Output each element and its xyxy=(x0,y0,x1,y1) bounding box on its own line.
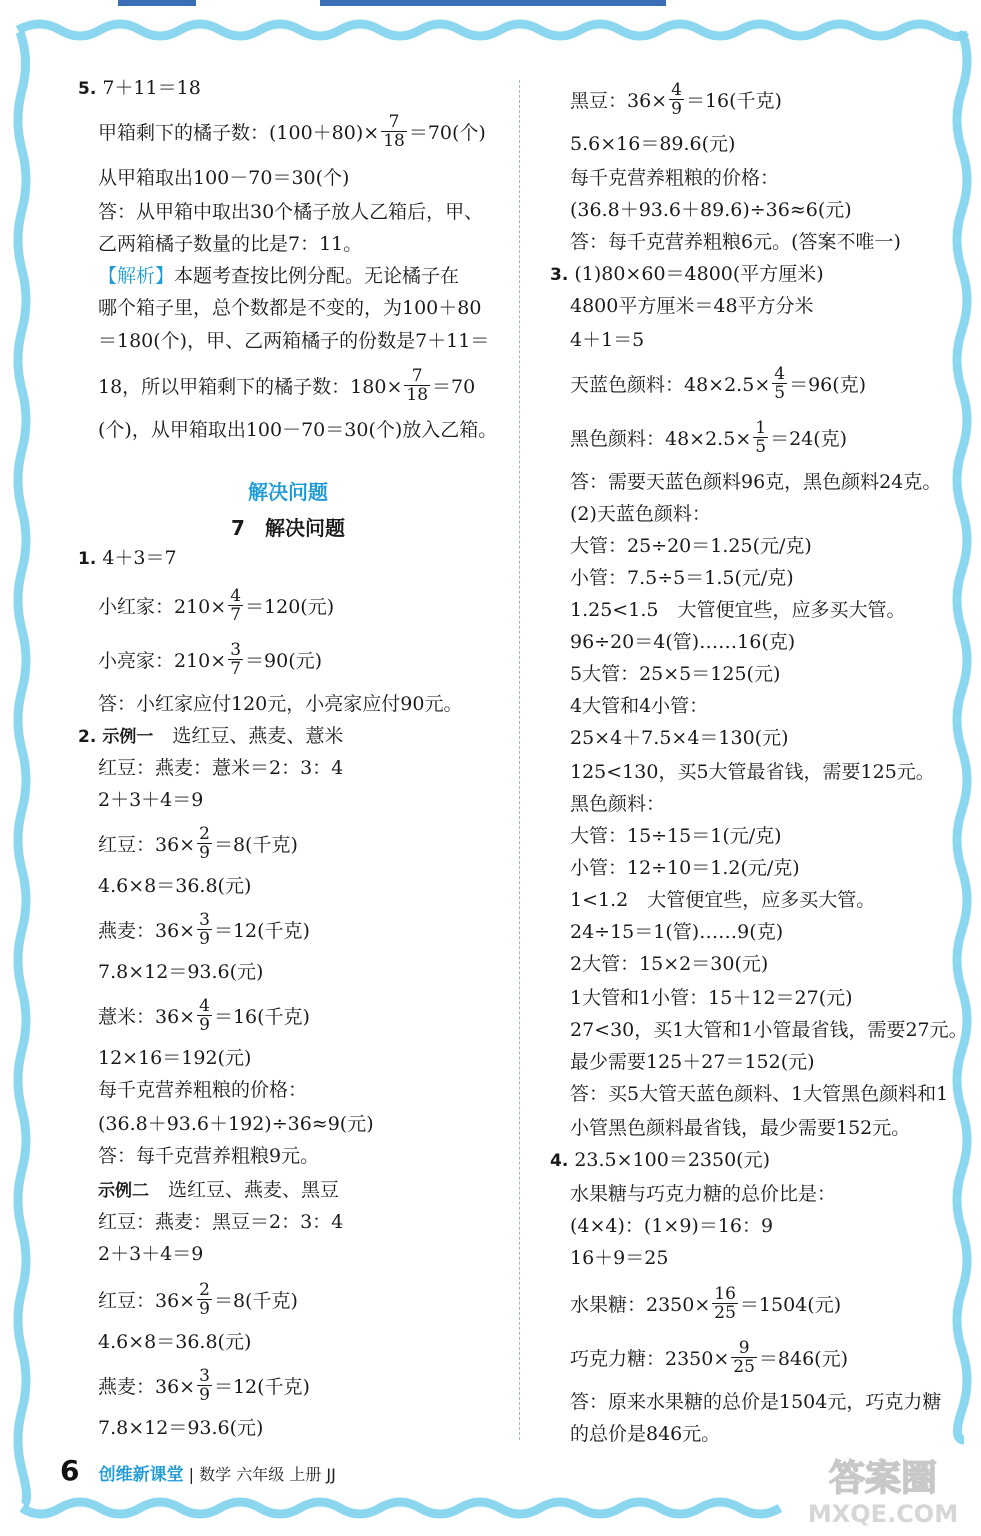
fraction-numerator: 16 xyxy=(714,1284,736,1304)
q4-l8: 的总价是846元。 xyxy=(570,1423,721,1445)
fraction xyxy=(197,998,212,1034)
q4-l6 xyxy=(570,1338,849,1378)
fraction-numerator: 3 xyxy=(199,1366,210,1386)
q3-l10: 1.25<1.5 大管便宜些，应多买大管。 xyxy=(570,599,906,621)
q2-l5 xyxy=(98,910,310,950)
fraction-numerator: 4 xyxy=(230,586,242,606)
watermark-line1: 答案圈 xyxy=(828,1458,938,1499)
footer-separator: | xyxy=(188,1465,195,1484)
example1-title: 示例一 xyxy=(102,727,154,747)
q3-l15: 125<130，买5大管最省钱，需要125元。 xyxy=(570,761,935,783)
q5-analysis-line5: (个)，从甲箱取出100－70＝30(个)放入乙箱。 xyxy=(98,419,498,441)
q3-l22: 1大管和1小管：15＋12＝27(元) xyxy=(570,987,853,1009)
q2-m3-text: 红豆：36× xyxy=(98,1290,196,1312)
fraction-denominator: 9 xyxy=(199,1299,210,1319)
q5-line2-text: 甲箱剩下的橘子数：(100＋80)× xyxy=(98,122,380,144)
fraction-denominator: 7 xyxy=(230,659,242,679)
q2-l8: 12×16＝192(元) xyxy=(98,1047,252,1069)
q4-l1 xyxy=(550,1146,770,1175)
q4-l1-text: 23.5×100＝2350(元) xyxy=(574,1149,771,1171)
q1-text: 4＋3＝7 xyxy=(102,547,177,569)
q2-l3-result: ＝8(千克) xyxy=(213,834,298,856)
q4-number: 4. xyxy=(550,1151,569,1171)
q4-l5-text: 水果糖：2350× xyxy=(570,1294,711,1316)
fraction xyxy=(753,420,768,456)
q1-number: 1. xyxy=(78,549,97,569)
q2-m5-result: ＝12(千克) xyxy=(213,1376,310,1398)
top-accent-bar-left xyxy=(118,0,196,6)
r5: 答：每千克营养粗粮6元。(答案不唯一) xyxy=(570,231,901,253)
q1-line2 xyxy=(98,586,335,626)
example2-title: 示例二 xyxy=(98,1181,149,1201)
q3-l12: 5大管：25×5＝125(元) xyxy=(570,663,781,685)
example1-text: 选红豆、燕麦、薏米 xyxy=(172,725,344,747)
fraction xyxy=(669,82,684,118)
q3-l8: 大管：25÷20＝1.25(元/克) xyxy=(570,535,812,557)
q2-m5 xyxy=(98,1366,310,1406)
q4-l6-text: 巧克力糖：2350× xyxy=(570,1348,730,1370)
q2-m2: 2＋3＋4＝9 xyxy=(98,1243,204,1265)
r1-result: ＝16(千克) xyxy=(685,90,782,112)
fraction-denominator: 9 xyxy=(199,1015,210,1035)
q5-answer-line2: 乙两箱橘子数量的比是7：11。 xyxy=(98,233,363,255)
q3-l5-text: 黑色颜料：48×2.5× xyxy=(570,428,752,450)
fraction xyxy=(197,1282,212,1318)
fraction-numerator: 1 xyxy=(755,418,767,438)
q2-m1: 红豆：燕麦：黑豆＝2：3：4 xyxy=(98,1211,344,1233)
q4-l4: 16＋9＝25 xyxy=(570,1247,669,1269)
r3: 每千克营养粗粮的价格： xyxy=(570,167,780,189)
fraction-denominator: 25 xyxy=(733,1357,755,1377)
q1-line3 xyxy=(98,640,323,680)
q2-l11: 答：每千克营养粗粮9元。 xyxy=(98,1145,320,1167)
q3-l13: 4大管和4小管： xyxy=(570,695,709,717)
q3-l25: 答：买5大管天蓝色颜料、1大管黑色颜料和1 xyxy=(570,1083,949,1105)
r1 xyxy=(570,80,782,120)
fraction xyxy=(712,1286,738,1322)
fraction xyxy=(228,642,243,678)
q3-l26: 小管黑色颜料最省钱，最少需要152元。 xyxy=(570,1117,911,1139)
q4-l3: (4×4)：(1×9)＝16：9 xyxy=(570,1215,774,1237)
q4-l5 xyxy=(570,1284,842,1324)
q5-line3: 从甲箱取出100－70＝30(个) xyxy=(98,167,350,189)
q5-analysis-line1 xyxy=(98,262,459,290)
footer-brand: 创维新课堂 xyxy=(98,1465,184,1485)
q2-l2: 2＋3＋4＝9 xyxy=(98,789,204,811)
r4: (36.8＋93.6＋89.6)÷36≈6(元) xyxy=(570,199,852,221)
q3-l2: 4800平方厘米＝48平方分米 xyxy=(570,295,814,317)
q5-answer-line1: 答：从甲箱中取出30个橘子放人乙箱后，甲、 xyxy=(98,201,484,223)
fraction-denominator: 9 xyxy=(199,843,210,863)
q3-l17: 大管：15÷15＝1(元/克) xyxy=(570,825,782,847)
q3-number: 3. xyxy=(550,265,569,285)
q2-l10: (36.8＋93.6＋192)÷36≈9(元) xyxy=(98,1113,374,1135)
q3-l19: 1<1.2 大管便宜些，应多买大管。 xyxy=(570,889,876,911)
q3-l1 xyxy=(550,260,824,289)
q3-l4-text: 天蓝色颜料：48×2.5× xyxy=(570,374,771,396)
q5-number: 5. xyxy=(78,79,97,99)
fraction-denominator: 7 xyxy=(230,605,242,625)
fraction xyxy=(197,1368,212,1404)
q2-m6: 7.8×12＝93.6(元) xyxy=(98,1417,264,1439)
q3-l5-result: ＝24(克) xyxy=(770,428,848,450)
fraction-numerator: 3 xyxy=(230,640,242,660)
footer-subject-info: 数学 六年级 上册 JJ xyxy=(199,1465,336,1484)
q2-l7-text: 薏米：36× xyxy=(98,1006,196,1028)
q2-l3 xyxy=(98,824,298,864)
fraction xyxy=(228,588,243,624)
q2-example1-header xyxy=(78,722,343,751)
fraction-numerator: 4 xyxy=(199,996,210,1016)
q2-l5-result: ＝12(千克) xyxy=(213,920,310,942)
fraction xyxy=(404,368,430,404)
fraction-denominator: 18 xyxy=(383,131,405,151)
fraction-numerator: 2 xyxy=(199,1280,210,1300)
q2-number: 2. xyxy=(78,727,97,747)
analysis-tag: 【解析】 xyxy=(98,265,175,287)
q1-line2-result: ＝120(元) xyxy=(245,596,335,618)
q2-m3-result: ＝8(千克) xyxy=(213,1290,298,1312)
section-title: 解决问题 xyxy=(248,480,328,504)
page-footer xyxy=(60,1454,336,1487)
fraction-numerator: 9 xyxy=(731,1340,757,1358)
q3-l1-text: (1)80×60＝4800(平方厘米) xyxy=(574,263,824,285)
q2-l5-text: 燕麦：36× xyxy=(98,920,196,942)
fraction-numerator: 3 xyxy=(199,910,210,930)
column-divider xyxy=(519,80,520,1440)
watermark-line2: MXQE.COM xyxy=(807,1500,959,1528)
q5-text: 7＋11＝18 xyxy=(102,77,201,99)
example2-text: 选红豆、燕麦、黑豆 xyxy=(168,1179,340,1201)
q3-l23: 27<30，买1大管和1小管最省钱，需要27元。 xyxy=(570,1019,968,1041)
fraction xyxy=(197,826,212,862)
fraction-denominator: 5 xyxy=(774,383,786,403)
q3-l7: (2)天蓝色颜料： xyxy=(570,503,711,525)
fraction xyxy=(197,912,212,948)
fraction-denominator: 18 xyxy=(406,385,429,405)
q2-l3-text: 红豆：36× xyxy=(98,834,196,856)
q2-l9: 每千克营养粗粮的价格： xyxy=(98,1079,308,1101)
q4-l2: 水果糖与巧克力糖的总价比是： xyxy=(570,1183,837,1205)
fraction-denominator: 25 xyxy=(714,1303,736,1323)
q5-analysis-line2: 哪个箱子里，总个数都是不变的，为100＋80 xyxy=(98,297,482,319)
q5-analysis-line3: ＝180(个)，甲、乙两箱橘子的份数是7＋11＝ xyxy=(98,330,490,352)
fraction xyxy=(772,366,787,402)
q3-l5 xyxy=(570,418,848,458)
q5-analysis-line4 xyxy=(98,366,476,406)
q1-line3-text: 小亮家：210× xyxy=(98,650,227,672)
analysis-text: 本题考查按比例分配。无论橘子在 xyxy=(174,265,460,287)
q3-l20: 24÷15＝1(管)……9(克) xyxy=(570,921,784,943)
q2-l7 xyxy=(98,996,310,1036)
q3-l24: 最少需要125＋27＝152(元) xyxy=(570,1051,815,1073)
q3-l21: 2大管：15×2＝30(元) xyxy=(570,953,769,975)
q2-l6: 7.8×12＝93.6(元) xyxy=(98,961,264,983)
q1-line2-text: 小红家：210× xyxy=(98,596,227,618)
q3-l11: 96÷20＝4(管)……16(克) xyxy=(570,631,796,653)
q2-m3 xyxy=(98,1280,298,1320)
fraction-numerator: 7 xyxy=(404,368,430,386)
q3-l16: 黑色颜料： xyxy=(570,793,666,815)
fraction-denominator: 9 xyxy=(199,929,210,949)
r1-text: 黑豆：36× xyxy=(570,90,668,112)
q2-l7-result: ＝16(千克) xyxy=(213,1006,310,1028)
q3-l18: 小管：12÷10＝1.2(元/克) xyxy=(570,857,800,879)
q4-l7: 答：原来水果糖的总价是1504元，巧克力糖 xyxy=(570,1391,942,1413)
q5-line2 xyxy=(98,112,486,152)
fraction-denominator: 9 xyxy=(199,1385,210,1405)
fraction-numerator: 4 xyxy=(774,364,786,384)
fraction-denominator: 5 xyxy=(755,437,767,457)
top-accent-bar-right xyxy=(320,0,666,6)
watermark-logo xyxy=(788,1450,978,1530)
q1-line1 xyxy=(78,544,177,573)
unit-title: 7 解决问题 xyxy=(231,516,345,540)
analysis4-text: 18，所以甲箱剩下的橘子数：180× xyxy=(98,376,403,398)
q2-m5-text: 燕麦：36× xyxy=(98,1376,196,1398)
q3-l6: 答：需要天蓝色颜料96克，黑色颜料24克。 xyxy=(570,471,942,493)
q2-l1: 红豆：燕麦：薏米＝2：3：4 xyxy=(98,757,344,779)
q2-example2-header xyxy=(98,1176,339,1205)
fraction-numerator: 7 xyxy=(381,114,407,132)
fraction-numerator: 2 xyxy=(199,824,210,844)
fraction xyxy=(731,1340,757,1376)
q5-line1 xyxy=(78,74,201,103)
fraction-denominator: 9 xyxy=(671,99,682,119)
q1-line3-result: ＝90(元) xyxy=(245,650,323,672)
q4-l5-result: ＝1504(元) xyxy=(739,1294,842,1316)
q4-l6-result: ＝846(元) xyxy=(758,1348,849,1370)
q3-l9: 小管：7.5÷5＝1.5(元/克) xyxy=(570,567,794,589)
q1-answer: 答：小红家应付120元，小亮家应付90元。 xyxy=(98,693,463,715)
q3-l14: 25×4＋7.5×4＝130(元) xyxy=(570,727,789,749)
analysis4-result: ＝70 xyxy=(432,376,476,398)
q2-m4: 4.6×8＝36.8(元) xyxy=(98,1331,252,1353)
page-number: 6 xyxy=(60,1454,80,1487)
q3-l4 xyxy=(570,364,867,404)
q5-line2-result: ＝70(个) xyxy=(408,122,486,144)
fraction-numerator: 4 xyxy=(671,80,682,100)
q2-l4: 4.6×8＝36.8(元) xyxy=(98,875,252,897)
q3-l3: 4＋1＝5 xyxy=(570,329,645,351)
q3-l4-result: ＝96(克) xyxy=(789,374,867,396)
r2: 5.6×16＝89.6(元) xyxy=(570,133,736,155)
fraction xyxy=(381,114,407,150)
